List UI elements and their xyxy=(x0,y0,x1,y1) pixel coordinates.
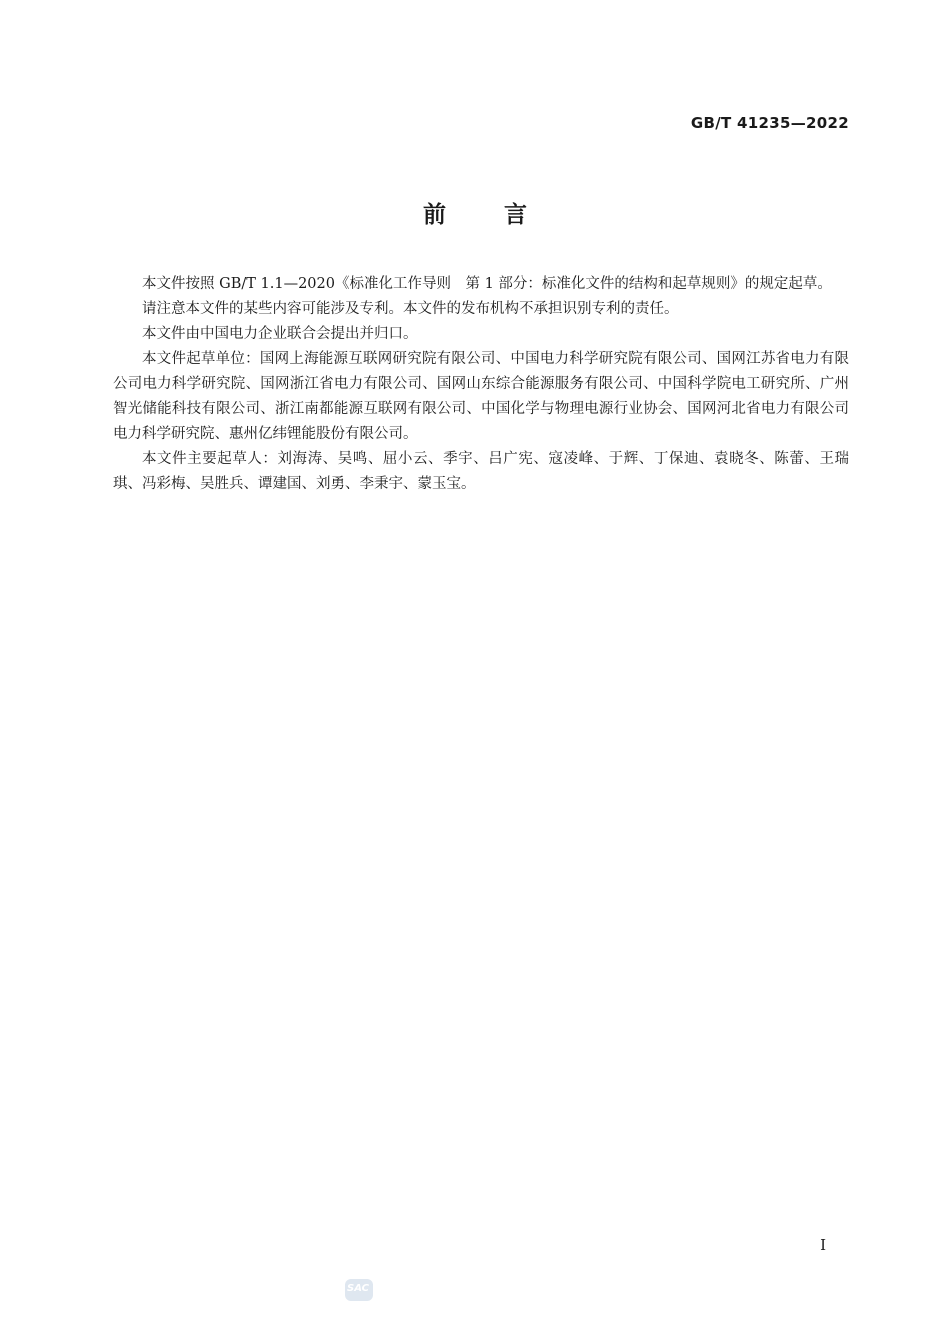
watermark-text: SAC xyxy=(347,1283,369,1294)
paragraph-drafting-units: 本文件起草单位：国网上海能源互联网研究院有限公司、中国电力科学研究院有限公司、国网江苏省电力有限公司电力科学研究院、国网浙江省电力有限公司、国网山东综合能源服务有限公司、中国科学院电工研究所、广州智光储能科技有限公司、浙江南都能源互联网有限公司、中国化学与物理电源行业协会、国网河北省电力有限公司电力科学研究院、惠州亿纬锂能股份有限公司。 xyxy=(113,351,849,442)
paragraph-drafters: 本文件主要起草人：刘海涛、吴鸣、屈小云、季宇、吕广宪、寇凌峰、于辉、丁保迪、袁晓冬、陈蕾、王瑞琪、冯彩梅、吴胜兵、谭建国、刘勇、李秉宇、蒙玉宝。 xyxy=(113,451,849,492)
paragraph-proposer: 本文件由中国电力企业联合会提出并归口。 xyxy=(142,326,418,342)
paragraph-drafting-rules: 本文件按照 GB/T 1.1—2020《标准化工作导则 第 1 部分：标准化文件的结构和起草规则》的规定起草。 xyxy=(142,276,832,292)
standard-number: GB/T 41235—2022 xyxy=(690,114,849,132)
paragraph-patent-notice: 请注意本文件的某些内容可能涉及专利。本文件的发布机构不承担识别专利的责任。 xyxy=(142,301,679,317)
sac-watermark-logo xyxy=(345,1279,373,1301)
page-number: I xyxy=(820,1236,826,1254)
foreword-body xyxy=(113,272,849,497)
page-title: 前言 xyxy=(423,202,585,228)
